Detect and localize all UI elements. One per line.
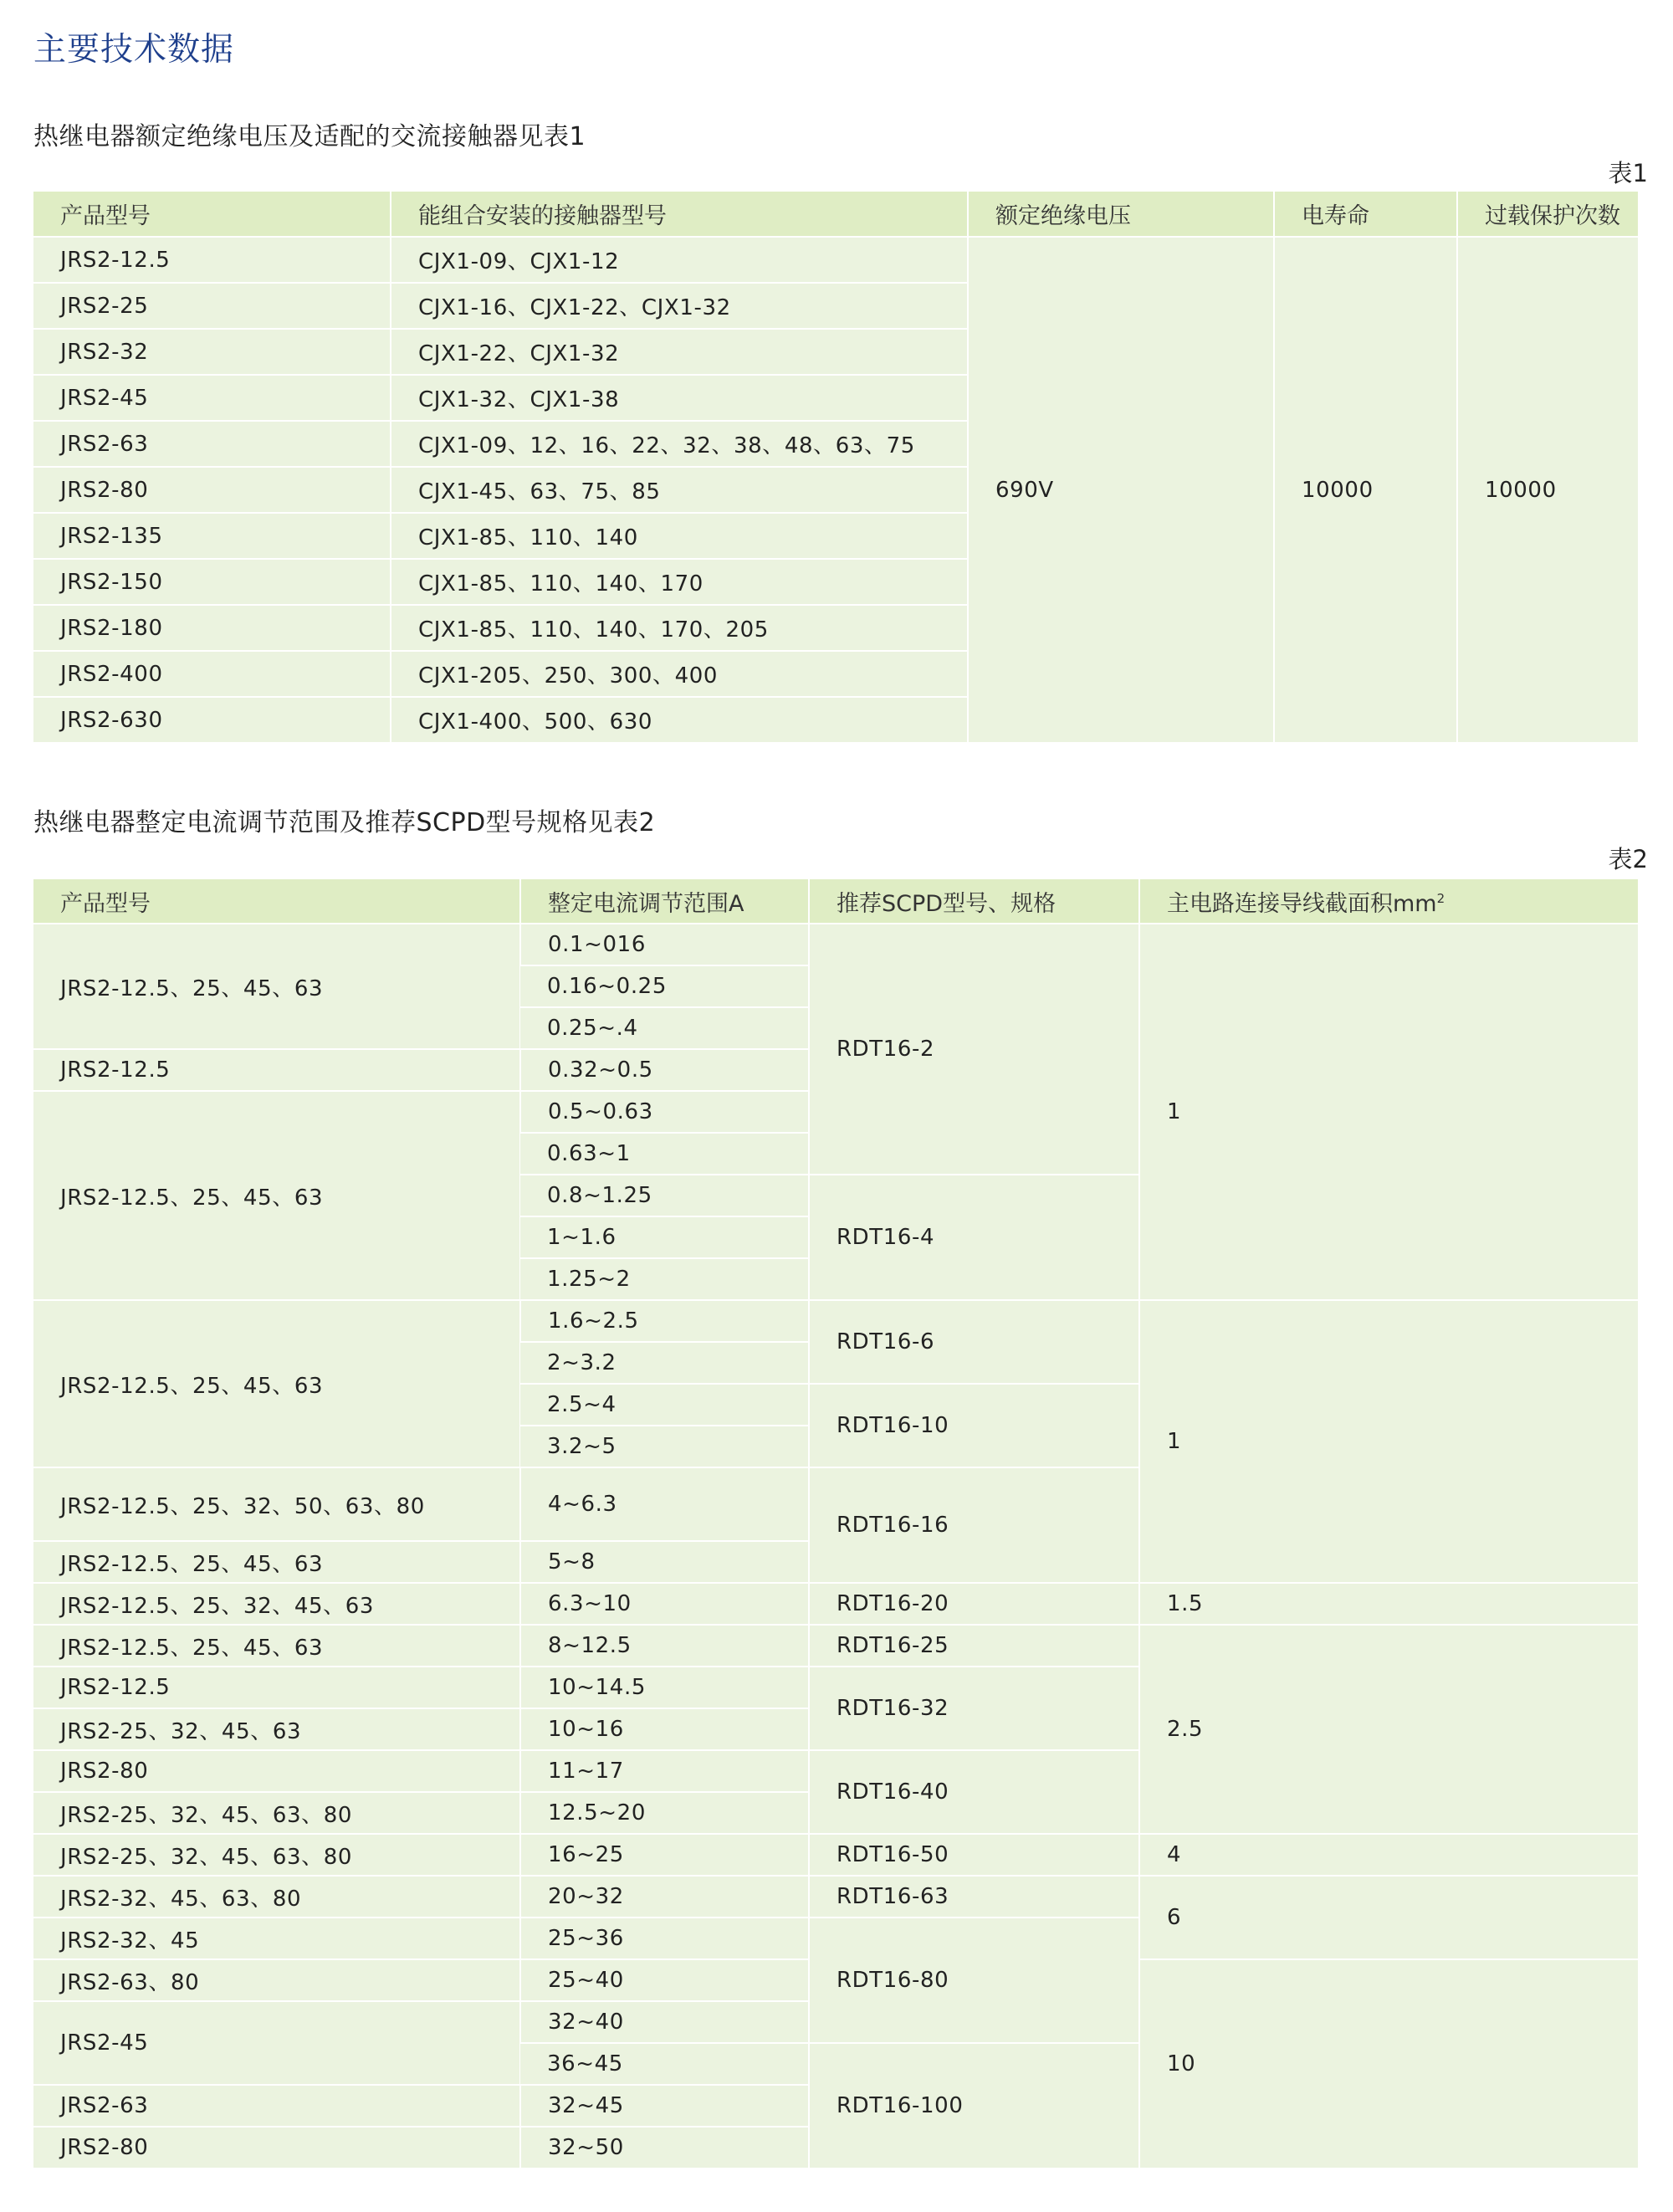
model-cell: JRS2-12.5 [33,237,391,283]
header-scpd-model: 推荐SCPD型号、规格 [809,879,1139,924]
range-cell: 6.3~10 [520,1583,809,1625]
model-cell: JRS2-630 [33,697,391,742]
range-cell: 16~25 [520,1834,809,1876]
range-cell: 0.16~0.25 [520,965,809,1007]
model-cell: JRS2-25、32、45、63、80 [33,1834,520,1876]
page-title: 主要技术数据 [33,31,235,69]
header-insulation-voltage: 额定绝缘电压 [968,192,1274,237]
model-cell: JRS2-12.5 [33,1667,520,1708]
scpd-cell: RDT16-40 [809,1750,1139,1834]
range-cell: 12.5~20 [520,1792,809,1834]
wire-cell: 4 [1139,1834,1638,1876]
voltage-cell: 690V [968,237,1274,742]
model-cell: JRS2-32、45、63、80 [33,1876,520,1918]
model-cell: JRS2-12.5、25、32、50、63、80 [33,1467,520,1541]
scpd-cell: RDT16-100 [809,2043,1139,2168]
table-row [33,1834,1638,1876]
model-cell: JRS2-45 [33,375,391,421]
table1-label: 表1 [1608,159,1648,187]
scpd-cell: RDT16-16 [809,1467,1139,1583]
model-cell: JRS2-12.5、25、45、63 [33,1541,520,1583]
range-cell: 0.1~016 [520,924,809,965]
section2-title: 热继电器整定电流调节范围及推荐SCPD型号规格见表2 [33,808,656,837]
scpd-cell: RDT16-32 [809,1667,1139,1750]
model-cell: JRS2-80 [33,1750,520,1792]
table-1-header [33,192,1638,237]
contactor-cell: CJX1-16、CJX1-22、CJX1-32 [391,283,968,329]
contactor-cell: CJX1-22、CJX1-32 [391,329,968,375]
contactor-cell: CJX1-85、110、140 [391,513,968,559]
header-current-range: 整定电流调节范围A [520,879,809,924]
section1-title: 热继电器额定绝缘电压及适配的交流接触器见表1 [33,122,586,151]
scpd-cell: RDT16-63 [809,1876,1139,1918]
contactor-cell: CJX1-09、12、16、22、32、38、48、63、75 [391,421,968,467]
range-cell: 11~17 [520,1750,809,1792]
model-cell: JRS2-12.5、25、45、63 [33,1300,520,1467]
model-cell: JRS2-12.5、25、32、45、63 [33,1583,520,1625]
wire-cell: 6 [1139,1876,1638,1959]
model-cell: JRS2-12.5、25、45、63 [33,1091,520,1300]
header-contactor-models: 能组合安装的接触器型号 [391,192,968,237]
range-cell: 20~32 [520,1876,809,1918]
model-cell: JRS2-45 [33,2001,520,2085]
table-2-header [33,879,1638,924]
scpd-cell: RDT16-10 [809,1384,1139,1467]
scpd-cell: RDT16-20 [809,1583,1139,1625]
table-row [33,237,1638,283]
range-cell: 2.5~4 [520,1384,809,1426]
contactor-cell: CJX1-205、250、300、400 [391,651,968,697]
wire-cell: 1 [1139,1300,1638,1583]
model-cell: JRS2-25、32、45、63 [33,1708,520,1750]
header-product-model: 产品型号 [33,879,520,924]
model-cell: JRS2-63 [33,2085,520,2127]
header-product-model: 产品型号 [33,192,391,237]
model-cell: JRS2-12.5、25、45、63 [33,1625,520,1667]
model-cell: JRS2-80 [33,2127,520,2168]
model-cell: JRS2-80 [33,467,391,513]
range-cell: 0.32~0.5 [520,1049,809,1091]
table-row [33,1625,1638,1667]
range-cell: 1.25~2 [520,1258,809,1300]
range-cell: 10~16 [520,1708,809,1750]
range-cell: 0.25~.4 [520,1007,809,1049]
range-cell: 0.5~0.63 [520,1091,809,1133]
contactor-cell: CJX1-400、500、630 [391,697,968,742]
model-cell: JRS2-12.5、25、45、63 [33,924,520,1049]
contactor-cell: CJX1-09、CJX1-12 [391,237,968,283]
table-row [33,924,1638,965]
header-electrical-life: 电寿命 [1274,192,1457,237]
scpd-cell: RDT16-80 [809,1918,1139,2043]
header-wire-section-text: 主电路连接导线截面积mm [1167,890,1437,917]
range-cell: 3.2~5 [520,1426,809,1467]
range-cell: 10~14.5 [520,1667,809,1708]
range-cell: 5~8 [520,1541,809,1583]
header-wire-section-superscript: 2 [1436,890,1445,906]
range-cell: 32~45 [520,2085,809,2127]
life-cell: 10000 [1274,237,1457,742]
wire-cell: 1 [1139,924,1638,1300]
model-cell: JRS2-63、80 [33,1959,520,2001]
model-cell: JRS2-25 [33,283,391,329]
header-wire-section [1139,879,1638,924]
contactor-cell: CJX1-32、CJX1-38 [391,375,968,421]
range-cell: 32~40 [520,2001,809,2043]
scpd-cell: RDT16-2 [809,924,1139,1175]
model-cell: JRS2-12.5 [33,1049,520,1091]
scpd-cell: RDT16-6 [809,1300,1139,1384]
wire-cell: 10 [1139,1959,1638,2168]
table-2 [33,879,1638,2168]
header-overload-count: 过载保护次数 [1457,192,1638,237]
range-cell: 1~1.6 [520,1216,809,1258]
range-cell: 4~6.3 [520,1467,809,1541]
model-cell: JRS2-135 [33,513,391,559]
range-cell: 32~50 [520,2127,809,2168]
model-cell: JRS2-63 [33,421,391,467]
model-cell: JRS2-180 [33,605,391,651]
table-row [33,1300,1638,1342]
range-cell: 2~3.2 [520,1342,809,1384]
range-cell: 0.63~1 [520,1133,809,1175]
overload-cell: 10000 [1457,237,1638,742]
model-cell: JRS2-25、32、45、63、80 [33,1792,520,1834]
wire-cell: 1.5 [1139,1583,1638,1625]
contactor-cell: CJX1-85、110、140、170 [391,559,968,605]
table-row [33,1876,1638,1918]
wire-cell: 2.5 [1139,1625,1638,1834]
model-cell: JRS2-32 [33,329,391,375]
range-cell: 25~40 [520,1959,809,2001]
model-cell: JRS2-400 [33,651,391,697]
model-cell: JRS2-150 [33,559,391,605]
table2-label: 表2 [1608,845,1648,873]
range-cell: 1.6~2.5 [520,1300,809,1342]
table-1 [33,192,1638,742]
table-row [33,1583,1638,1625]
contactor-cell: CJX1-85、110、140、170、205 [391,605,968,651]
scpd-cell: RDT16-25 [809,1625,1139,1667]
scpd-cell: RDT16-50 [809,1834,1139,1876]
range-cell: 36~45 [520,2043,809,2085]
range-cell: 0.8~1.25 [520,1175,809,1216]
range-cell: 8~12.5 [520,1625,809,1667]
model-cell: JRS2-32、45 [33,1918,520,1959]
scpd-cell: RDT16-4 [809,1175,1139,1300]
range-cell: 25~36 [520,1918,809,1959]
contactor-cell: CJX1-45、63、75、85 [391,467,968,513]
